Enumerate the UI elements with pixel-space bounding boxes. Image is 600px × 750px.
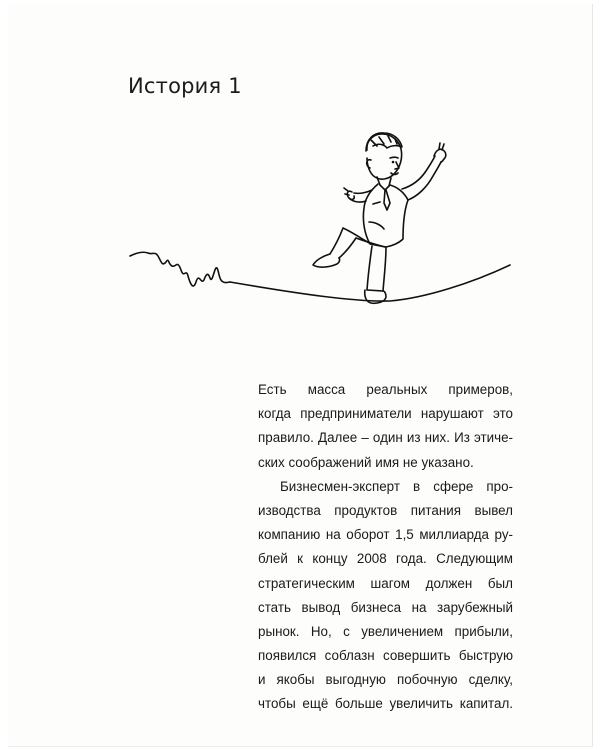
- story-body: [258, 378, 513, 717]
- rope-scribble: [130, 252, 230, 286]
- text-line: ских соображений имя не указано.: [258, 454, 474, 470]
- text-line: когда предприниматели нарушают это: [258, 406, 513, 422]
- text-line: стратегическим шагом должен был: [258, 575, 513, 591]
- text-line: и якобы выгодную побочную сделку,: [258, 672, 513, 688]
- text-line: чтобы ещё больше увеличить капитал.: [258, 696, 513, 712]
- walker-arm-right: [402, 156, 435, 189]
- walker-foot-raised: [313, 254, 340, 267]
- text-line: правило. Далее – один из них. Из этиче-: [258, 430, 513, 446]
- walker-tie: [380, 185, 390, 210]
- text-line: блей к концу 2008 года. Следующим: [258, 551, 513, 567]
- text-line: компанию на оборот 1,5 миллиарда ру-: [258, 527, 513, 543]
- tightrope-walker-illustration: [0, 0, 600, 330]
- walker-jacket: [363, 184, 408, 247]
- walker-leg-standing: [367, 246, 372, 290]
- story-heading: История 1: [128, 74, 242, 98]
- text-line: рынок. Но, с увеличением прибыли,: [258, 623, 513, 639]
- text-line: изводства продуктов питания вывел: [258, 502, 513, 518]
- text-line: Есть масса реальных примеров,: [258, 382, 513, 397]
- tightrope: [230, 265, 510, 301]
- text-line: появился соблазн совершить быструю: [258, 648, 513, 664]
- text-line: Бизнесмен-эксперт в сфере про-: [280, 478, 513, 494]
- text-line: стать вывод бизнеса на зарубежный: [258, 599, 513, 615]
